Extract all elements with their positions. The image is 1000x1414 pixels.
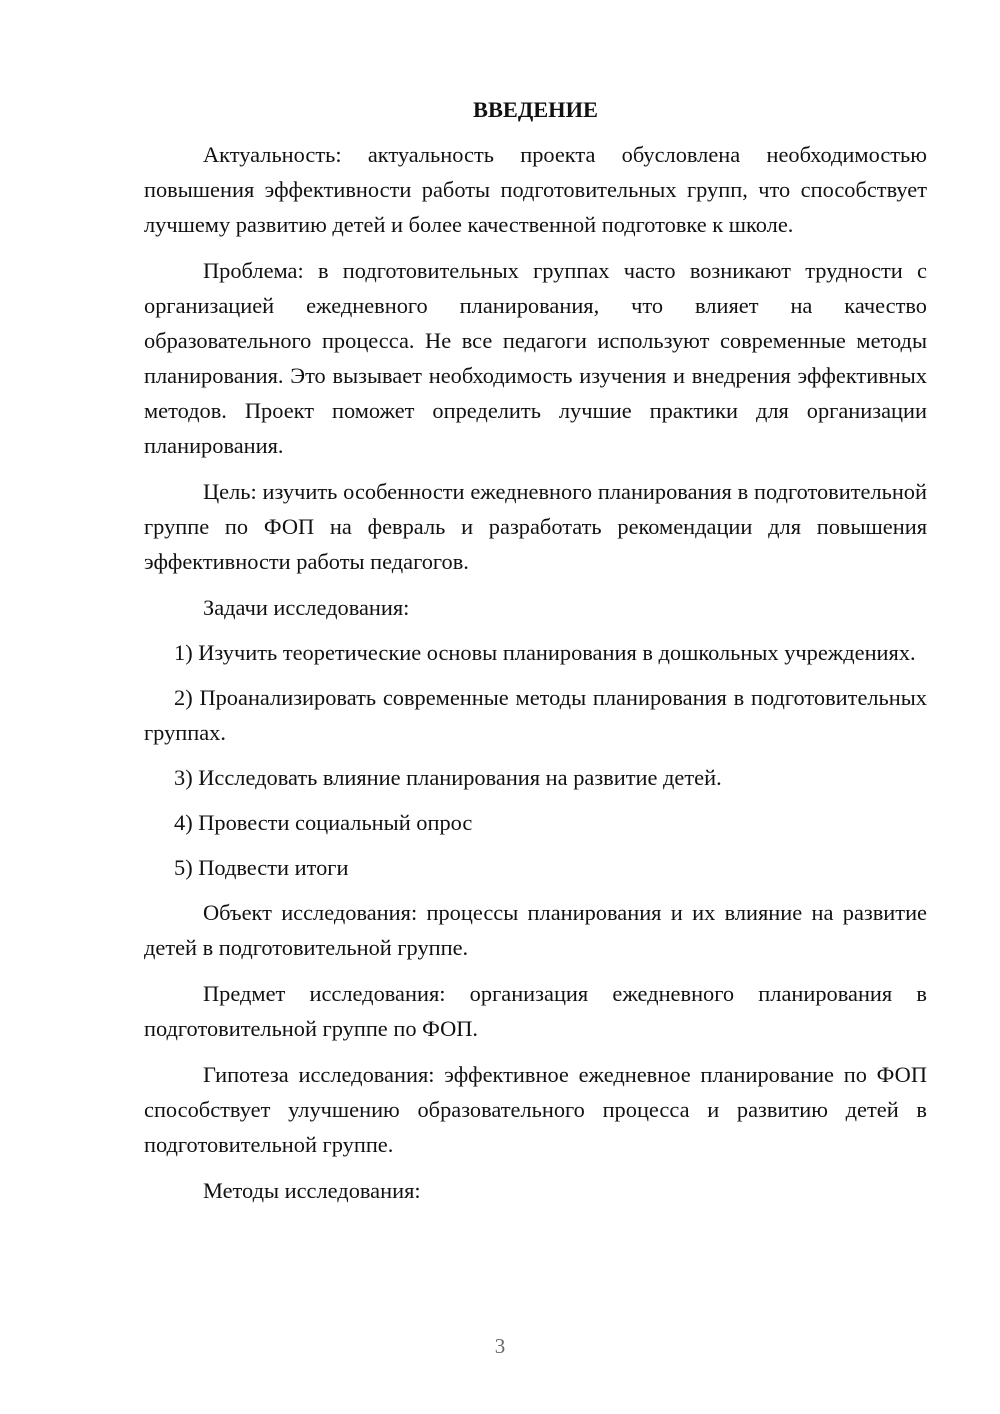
object-paragraph: Объект исследования: процессы планирования и их влияние на развитие детей в подготовительной группе. [144,900,927,960]
subject-paragraph: Предмет исследования: организация ежедневного планирования в подготовительной группе по ФОП. [144,981,927,1041]
task-item-3: 3) Исследовать влияние планирования на развитие детей. [174,765,722,790]
task-item-5: 5) Подвести итоги [174,855,349,880]
hypothesis-paragraph: Гипотеза исследования: эффективное ежедневное планирование по ФОП способствует улучшению образовательного процесса и развитию детей в подготовительной группе. [144,1062,927,1157]
relevance-paragraph: Актуальность: актуальность проекта обусловлена необходимостью повышения эффективности работы подготовительных групп, что способствует лучшему развитию детей и более качественной подготовке к школе. [144,142,927,237]
tasks-title: Задачи исследования: [203,595,410,620]
problem-paragraph: Проблема: в подготовительных группах часто возникают трудности с организацией ежедневного планирования, что влияет на качество образовательного процесса. Не все педагоги используют современные методы планирования. Это вызывает необходимость изучения и внедрения эффективных методов. Проект поможет определить лучшие практики для организации планирования. [144,258,927,458]
goal-paragraph: Цель: изучить особенности ежедневного планирования в подготовительной группе по ФОП на февраль и разработать рекомендации для повышения эффективности работы педагогов. [144,479,927,574]
section-heading: ВВЕДЕНИЕ [473,97,598,122]
page-number: 3 [494,1334,506,1358]
task-item-1: 1) Изучить теоретические основы планирования в дошкольных учреждениях. [174,640,916,665]
task-item-4: 4) Провести социальный опрос [174,810,473,835]
page-content [144,92,927,1218]
methods-title: Методы исследования: [203,1178,421,1203]
task-item-2: 2) Проанализировать современные методы планирования в подготовительных группах. [144,685,927,745]
